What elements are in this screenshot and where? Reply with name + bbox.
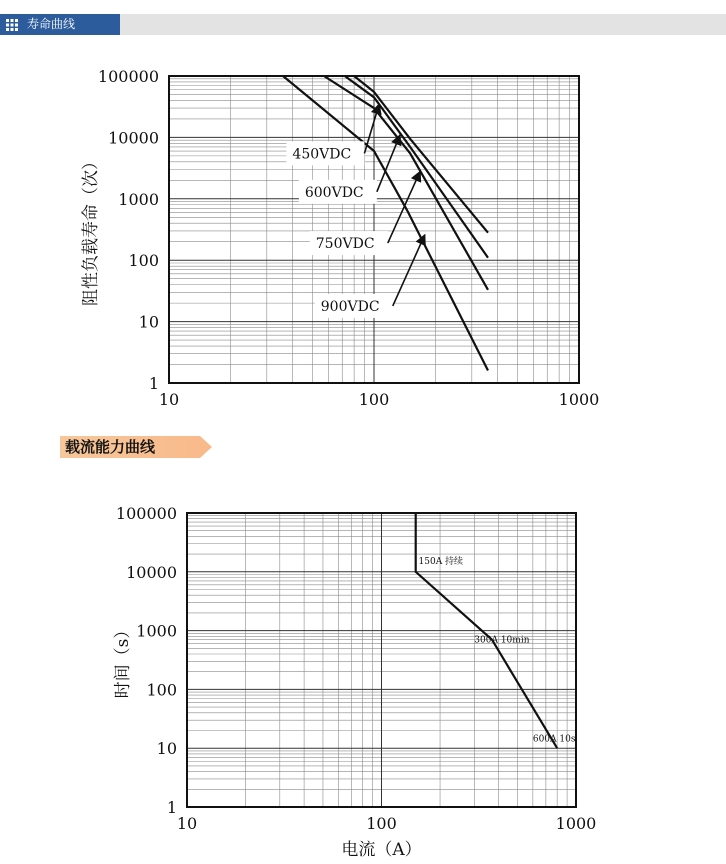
annotation-label: 600VDC [304,184,364,201]
x-tick-label: 1000 [555,814,597,833]
grid [187,513,576,807]
annotation-label: 600A 10s [532,734,576,745]
grid-icon [6,19,18,31]
y-tick-label: 100000 [97,67,159,86]
current-capacity-chart [0,484,726,864]
y-axis-label: 时间（s） [113,621,133,699]
header-title: 寿命曲线 [27,17,76,31]
y-tick-label: 10000 [108,128,159,148]
y-tick-label: 10000 [126,562,177,582]
annotation-arrow [388,171,420,243]
annotation-arrow [364,104,379,153]
y-tick-label: 100 [146,680,177,700]
x-tick-label: 100 [366,814,397,833]
y-tick-label: 1000 [118,189,159,209]
y-tick-label: 10 [156,739,177,759]
x-axis-label: 电流（A） [341,840,422,860]
section-title: 载流能力曲线 [65,438,156,456]
y-tick-label: 1000 [136,621,177,641]
x-tick-label: 1000 [558,390,600,409]
annotation-label: 150A 持续 [418,557,464,568]
x-tick-label: 100 [358,390,390,409]
life-curve-chart [0,50,726,470]
annotation-arrow [393,235,425,306]
y-tick-label: 1 [166,798,177,817]
header-tab [0,14,120,35]
y-tick-label: 10 [138,312,159,332]
x-tick-label: 10 [176,814,198,833]
y-tick-label: 1 [148,374,159,393]
y-axis-label: 阻性负载寿命（次） [81,153,101,306]
annotation-label: 450VDC [292,146,352,163]
y-tick-label: 100000 [115,504,177,523]
x-tick-label: 10 [158,390,180,409]
header-bar [0,14,726,35]
annotation-label: 750VDC [315,236,375,253]
y-tick-label: 100 [128,251,159,271]
annotation-label: 900VDC [320,298,380,315]
annotation-label: 300A 10min [474,635,530,646]
